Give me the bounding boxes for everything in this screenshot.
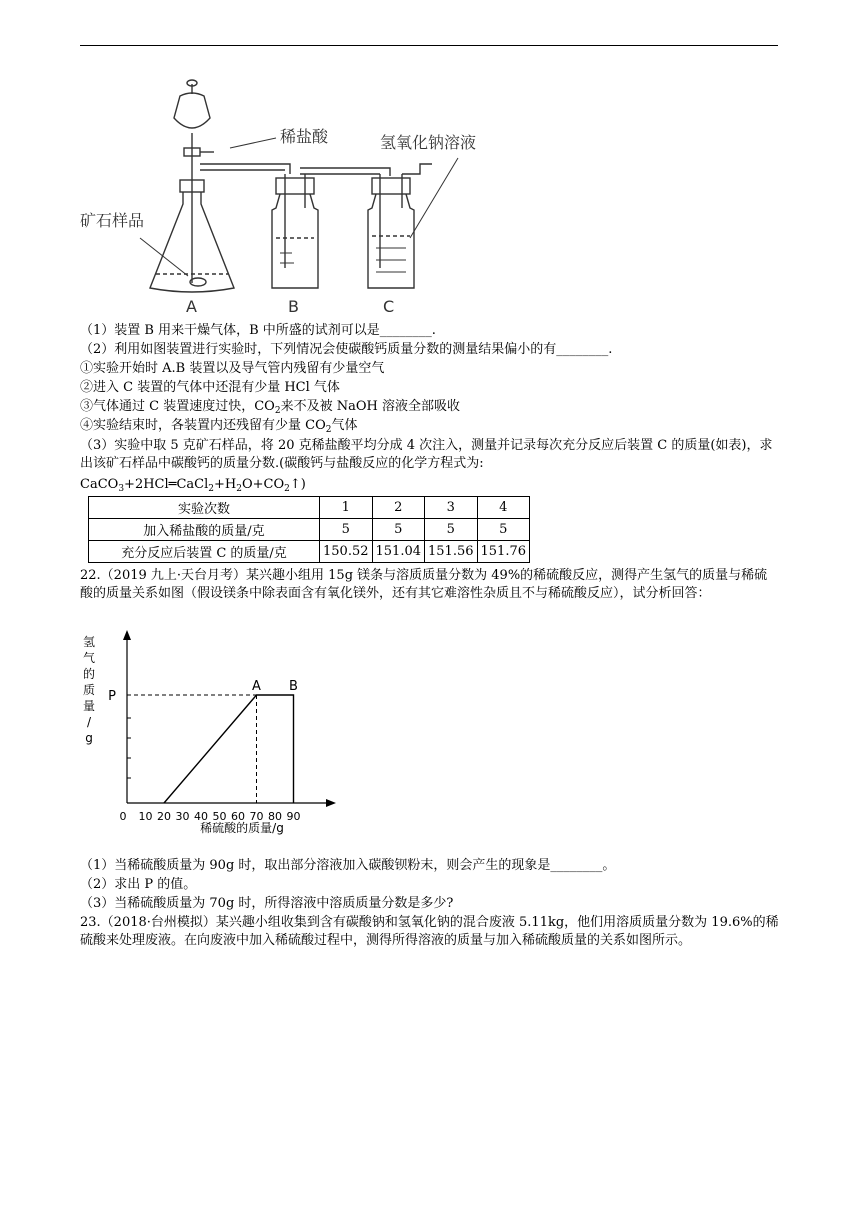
y-axis-label-char: 的 — [82, 667, 96, 681]
q21-option4: ④实验结束时，各装置内还残留有少量 $CO_2$气体 — [80, 418, 358, 435]
q22-part3: （3）当稀硫酸质量为 70g 时，所得溶液中溶质质量分数是多少? — [80, 896, 454, 911]
q21-part2: （2）利用如图装置进行实验时，下列情况会使碳酸钙质量分数的测量结果偏小的有________. — [80, 342, 613, 357]
x-tick-label: 50 — [212, 810, 227, 823]
table-cell: 5 — [425, 519, 478, 541]
y-axis-label-char: 氢 — [82, 635, 96, 649]
table-row — [89, 519, 530, 541]
x-axis-label: 稀硫酸的质量/g — [200, 821, 284, 835]
x-tick-label: 20 — [157, 810, 171, 823]
table-cell: 5 — [320, 519, 373, 541]
x-tick-label: 80 — [268, 810, 282, 823]
hydrogen-mass-chart — [80, 628, 350, 838]
q22-intro: 22.（2019 九上·天台月考）某兴趣小组用 15g 镁条与溶质质量分数为 49%的稀硫酸反应，测得产生氢气的质量与稀硫酸的质量关系如图（假设镁条中除表面含有氧化镁外，还有其它难溶性杂质且不与稀硫酸反应），试分析回答： — [80, 568, 768, 601]
table-cell: 151.56 — [425, 541, 478, 563]
table-header-row — [89, 497, 530, 519]
q21-option3: ③气体通过 C 装置速度过快，$CO_2$来不及被 NaOH 溶液全部吸收 — [80, 399, 460, 416]
table-cell: 150.52 — [320, 541, 373, 563]
x-axis-arrow — [326, 799, 336, 807]
x-tick-label: 60 — [231, 810, 245, 823]
y-axis-arrow — [123, 630, 131, 640]
q22-part1: （1）当稀硫酸质量为 90g 时，取出部分溶液加入碳酸钡粉末，则会产生的现象是________。 — [80, 858, 616, 873]
table-cell: 5 — [477, 519, 530, 541]
q21-part1: （1）装置 B 用来干燥气体，B 中所盛的试剂可以是________. — [80, 323, 436, 338]
acid-label: 稀盐酸 — [280, 127, 329, 146]
table-cell: 2 — [372, 497, 425, 519]
point-label-a: A — [252, 679, 261, 694]
y-marker-p: P — [108, 689, 116, 704]
x-tick-label: 90 — [286, 810, 301, 823]
results-table — [88, 496, 530, 563]
y-axis-label — [83, 635, 95, 745]
label-c: C — [383, 297, 395, 316]
x-tick-label: 0 — [119, 810, 127, 823]
label-a: A — [186, 297, 197, 316]
bottle-b-icon — [272, 174, 318, 288]
table-cell: 4 — [477, 497, 530, 519]
y-axis-label-char: 量 — [82, 699, 96, 713]
table-cell: 充分反应后装置 C 的质量/克 — [89, 541, 320, 563]
label-b: B — [288, 297, 299, 316]
q22-part2: （2）求出 P 的值。 — [80, 877, 197, 892]
series-line — [164, 695, 294, 803]
x-tick-label: 40 — [194, 810, 208, 823]
table-cell: 151.76 — [477, 541, 530, 563]
table-cell: 3 — [425, 497, 478, 519]
table-cell: 实验次数 — [89, 497, 320, 519]
header-rule — [80, 45, 778, 46]
y-axis-label-char: g — [85, 731, 93, 745]
naoh-label: 氢氧化钠溶液 — [380, 133, 477, 152]
q21-equation: $CaCO_3+2HCl═CaCl_2+H_2O+CO_2↑$) — [80, 477, 306, 494]
y-axis-label-char: 质 — [82, 683, 96, 697]
q21-part3: （3）实验中取 5 克矿石样品，将 20 克稀盐酸平均分成 4 次注入，测量并记录每次充分反应后装置 C 的质量(如表)，求出该矿石样品中碳酸钙的质量分数.(碳酸钙与盐酸反应的化学方程式为: — [80, 438, 773, 471]
y-axis-label-char: / — [86, 715, 92, 729]
point-label-b: B — [289, 679, 298, 694]
y-axis-label-char: 气 — [82, 651, 96, 665]
q23-intro: 23.（2018·台州模拟）某兴趣小组收集到含有碳酸钠和氢氧化钠的混合废液 5.11kg，他们用溶质质量分数为 19.6%的稀硫酸来处理废液。在向废液中加入稀硫酸过程中，测得所得溶液的质量与加入稀硫酸质量的关系如图所示。 — [80, 915, 779, 948]
sample-label: 矿石样品 — [80, 211, 145, 230]
x-tick-label: 30 — [175, 810, 190, 823]
x-tick-label: 10 — [138, 810, 153, 823]
x-tick-label: 70 — [249, 810, 264, 823]
apparatus-figure — [80, 78, 520, 318]
separatory-funnel-icon — [174, 80, 214, 168]
table-cell: 5 — [372, 519, 425, 541]
q21-option2: ②进入 C 装置的气体中还混有少量 HCl 气体 — [80, 380, 340, 395]
conical-flask-a-icon — [150, 168, 234, 292]
table-cell: 加入稀盐酸的质量/克 — [89, 519, 320, 541]
q21-option1: ①实验开始时 A.B 装置以及导气管内残留有少量空气 — [80, 361, 385, 376]
bottle-c-icon — [368, 164, 432, 288]
table-cell: 1 — [320, 497, 373, 519]
table-cell: 151.04 — [372, 541, 425, 563]
table-row — [89, 541, 530, 563]
